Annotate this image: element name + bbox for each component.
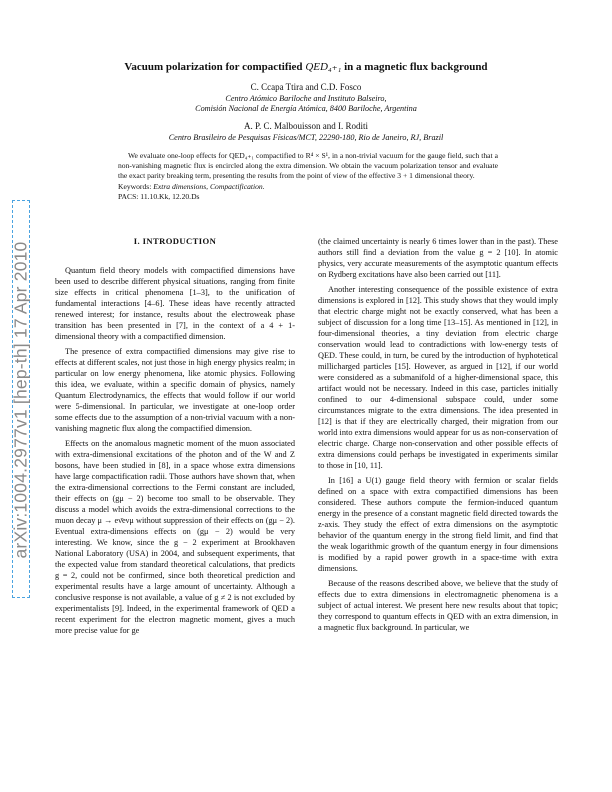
- title-suffix: in a magnetic flux background: [341, 61, 488, 73]
- paper-title: [60, 60, 552, 73]
- keywords-text: Extra dimensions, Compactification.: [153, 181, 265, 191]
- abstract: [118, 151, 498, 202]
- affiliation-1b: Comisión Nacional de Energía Atómica, 8400 Bariloche, Argentina: [195, 104, 417, 113]
- paragraph: Because of the reasons described above, we believe that the study of effects due to extra dimensions in electromagnetic phenomena is a subject of actual interest. We present here new results about that topic; they correspond to quantum effects in QED with an extra dimension, in a magnetic flux background. In particular, we: [318, 579, 558, 632]
- right-column: [318, 236, 558, 637]
- paragraph: The presence of extra compactified dimensions may give rise to effects at different scales, not just those in high energy physics realm; in particular on low energy phenomena, like atomic physics. Following this idea, we evaluate, within a specific domain of physics, namely Quantum Electrodynamics, the effects that would follow if our world were 5-dimensional. In particular, we investigate at one-loop order some effects due to the assumption of a non-trivial vacuum with a non-vanishing magnetic flux along the compactified dimension.: [55, 347, 295, 433]
- affiliation-1a: Centro Atómico Bariloche and Instituto Balseiro,: [225, 94, 387, 103]
- keywords-label: Keywords:: [118, 181, 154, 191]
- title-prefix: Vacuum polarization for compactified: [124, 61, 306, 73]
- paragraph: Effects on the anomalous magnetic moment of the muon associated with extra-dimensional excitations of the photon and of the W and Z bosons, have been studied in [8], in a space whose extra dimensions have large compactification radii. Those authors have shown that, when the extra-dimensional corrections to the Fermi constant are included, their effects on (gμ − 2) become too small to be observable. They discuss a model which avoids the extra-dimensional corrections to the muon decay μ → eν̄eνμ without suppression of their effects on (gμ − 2). Eventual extra-dimensions effects on (gμ − 2) would be very interesting. We know, since the g − 2 experiment at Brookhaven National Laboratory (USA) in 2004, and subsequent experiments, that the expected value from standard theoretical calculations, that predicts g = 2, could not be confirmed, since both theoretical prediction and experimental results have a large amount of uncertainty. Although a conclusive response is not available, a value of g ≠ 2 is not excluded by experimentalists [9]. Indeed, in the experimental framework of QED a recent experiment for the electron magnetic moment, gives a much more precise value for ge: [55, 439, 295, 635]
- paragraph: Quantum field theory models with compactified dimensions have been used to describe different physical situations, ranging from finite size effects in critical phenomena [1–3], to the unification of fundamental interactions [4–6]. These ideas have recently attracted renewed interest; for instance, results about the electroweak phase transition has been presented in [7], in the context of a 4 + 1-dimensional theory with a compactified dimension.: [55, 266, 295, 341]
- authors-group-1: C. Ccapa Ttira and C.D. Fosco: [250, 82, 362, 92]
- arxiv-stamp-text: arXiv:1004.2977v1 [hep-th] 17 Apr 2010: [10, 241, 31, 559]
- left-column: [55, 236, 295, 640]
- paragraph: In [16] a U(1) gauge field theory with fermion or scalar fields defined on a space with extra compactified dimensions has been considered. These authors compute the fermion-induced quantum energy in the presence of a constant magnetic field directed towards the z-axis. They study the effect of extra dimensions on the asymptotic behavior of the quantum energy in the strong field limit, and find that the weak logarithmic growth of the quantum energy in four dimensions is modified by a rapid power growth in a space-time with extra dimensions.: [318, 476, 558, 573]
- section-title-introduction: I. INTRODUCTION: [133, 236, 217, 246]
- authors-group-2: A. P. C. Malbouisson and I. Roditi: [243, 121, 368, 131]
- title-math: QED₄₊₁: [305, 61, 342, 73]
- abstract-text: We evaluate one-loop effects for QED₄₊₁ compactified to R⁴ × S¹, in a non-trivial vacuum for the gauge field, such that a non-vanishing magnetic flux is encircled along the extra dimension. We obtain the vacuum polarization tensor and evaluate the exact parity breaking term, presenting the results from the point of view of the effective 3 + 1 dimensional theory.: [118, 151, 498, 181]
- affiliation-2: Centro Brasileiro de Pesquisas Físicas/MCT, 22290-180, Rio de Janeiro, RJ, Brazil: [168, 133, 444, 142]
- pacs-line: PACS: 11.10.Kk, 12.20.Ds: [118, 191, 200, 201]
- arxiv-stamp: [4, 200, 38, 600]
- paragraph: Another interesting consequence of the possible existence of extra dimensions is explored in [12]. This study shows that they would imply that electric charge might not be exactly conserved, what has been a subject of discussion for a long time [13–15]. As mentioned in [12], in four-dimensional theories, a tiny deviation from electric charge conservation would lead to contradictions with low-energy tests of QED. These could, in turn, be cured by the introduction of hyphotetical millicharged particles [15]. However, as argued in [12], if our world were considered as a submanifold of a higher-dimensional space, this artifact would not be necessary. Indeed in this case, particles initially confined to our 4-dimensional subspace could, under some circumstances migrate to the extra dimensions. The idea presented in [12] is that if they are electrically charged, their migration from our world into extra dimensions would appear for us as non-conservation of electric charge. Charge non-conservation and other possible effects of extra dimensions could perhaps be investigated in experiments similar to those in [10, 11].: [318, 285, 558, 470]
- paragraph: (the claimed uncertainty is nearly 6 times lower than in the past). These authors still find a deviation from the value g = 2 [10]. In atomic physics, very accurate measurements of the asymptotic quantum effects on Rydberg excitations have also been carried out [11].: [318, 237, 558, 279]
- keywords-line: [118, 182, 498, 192]
